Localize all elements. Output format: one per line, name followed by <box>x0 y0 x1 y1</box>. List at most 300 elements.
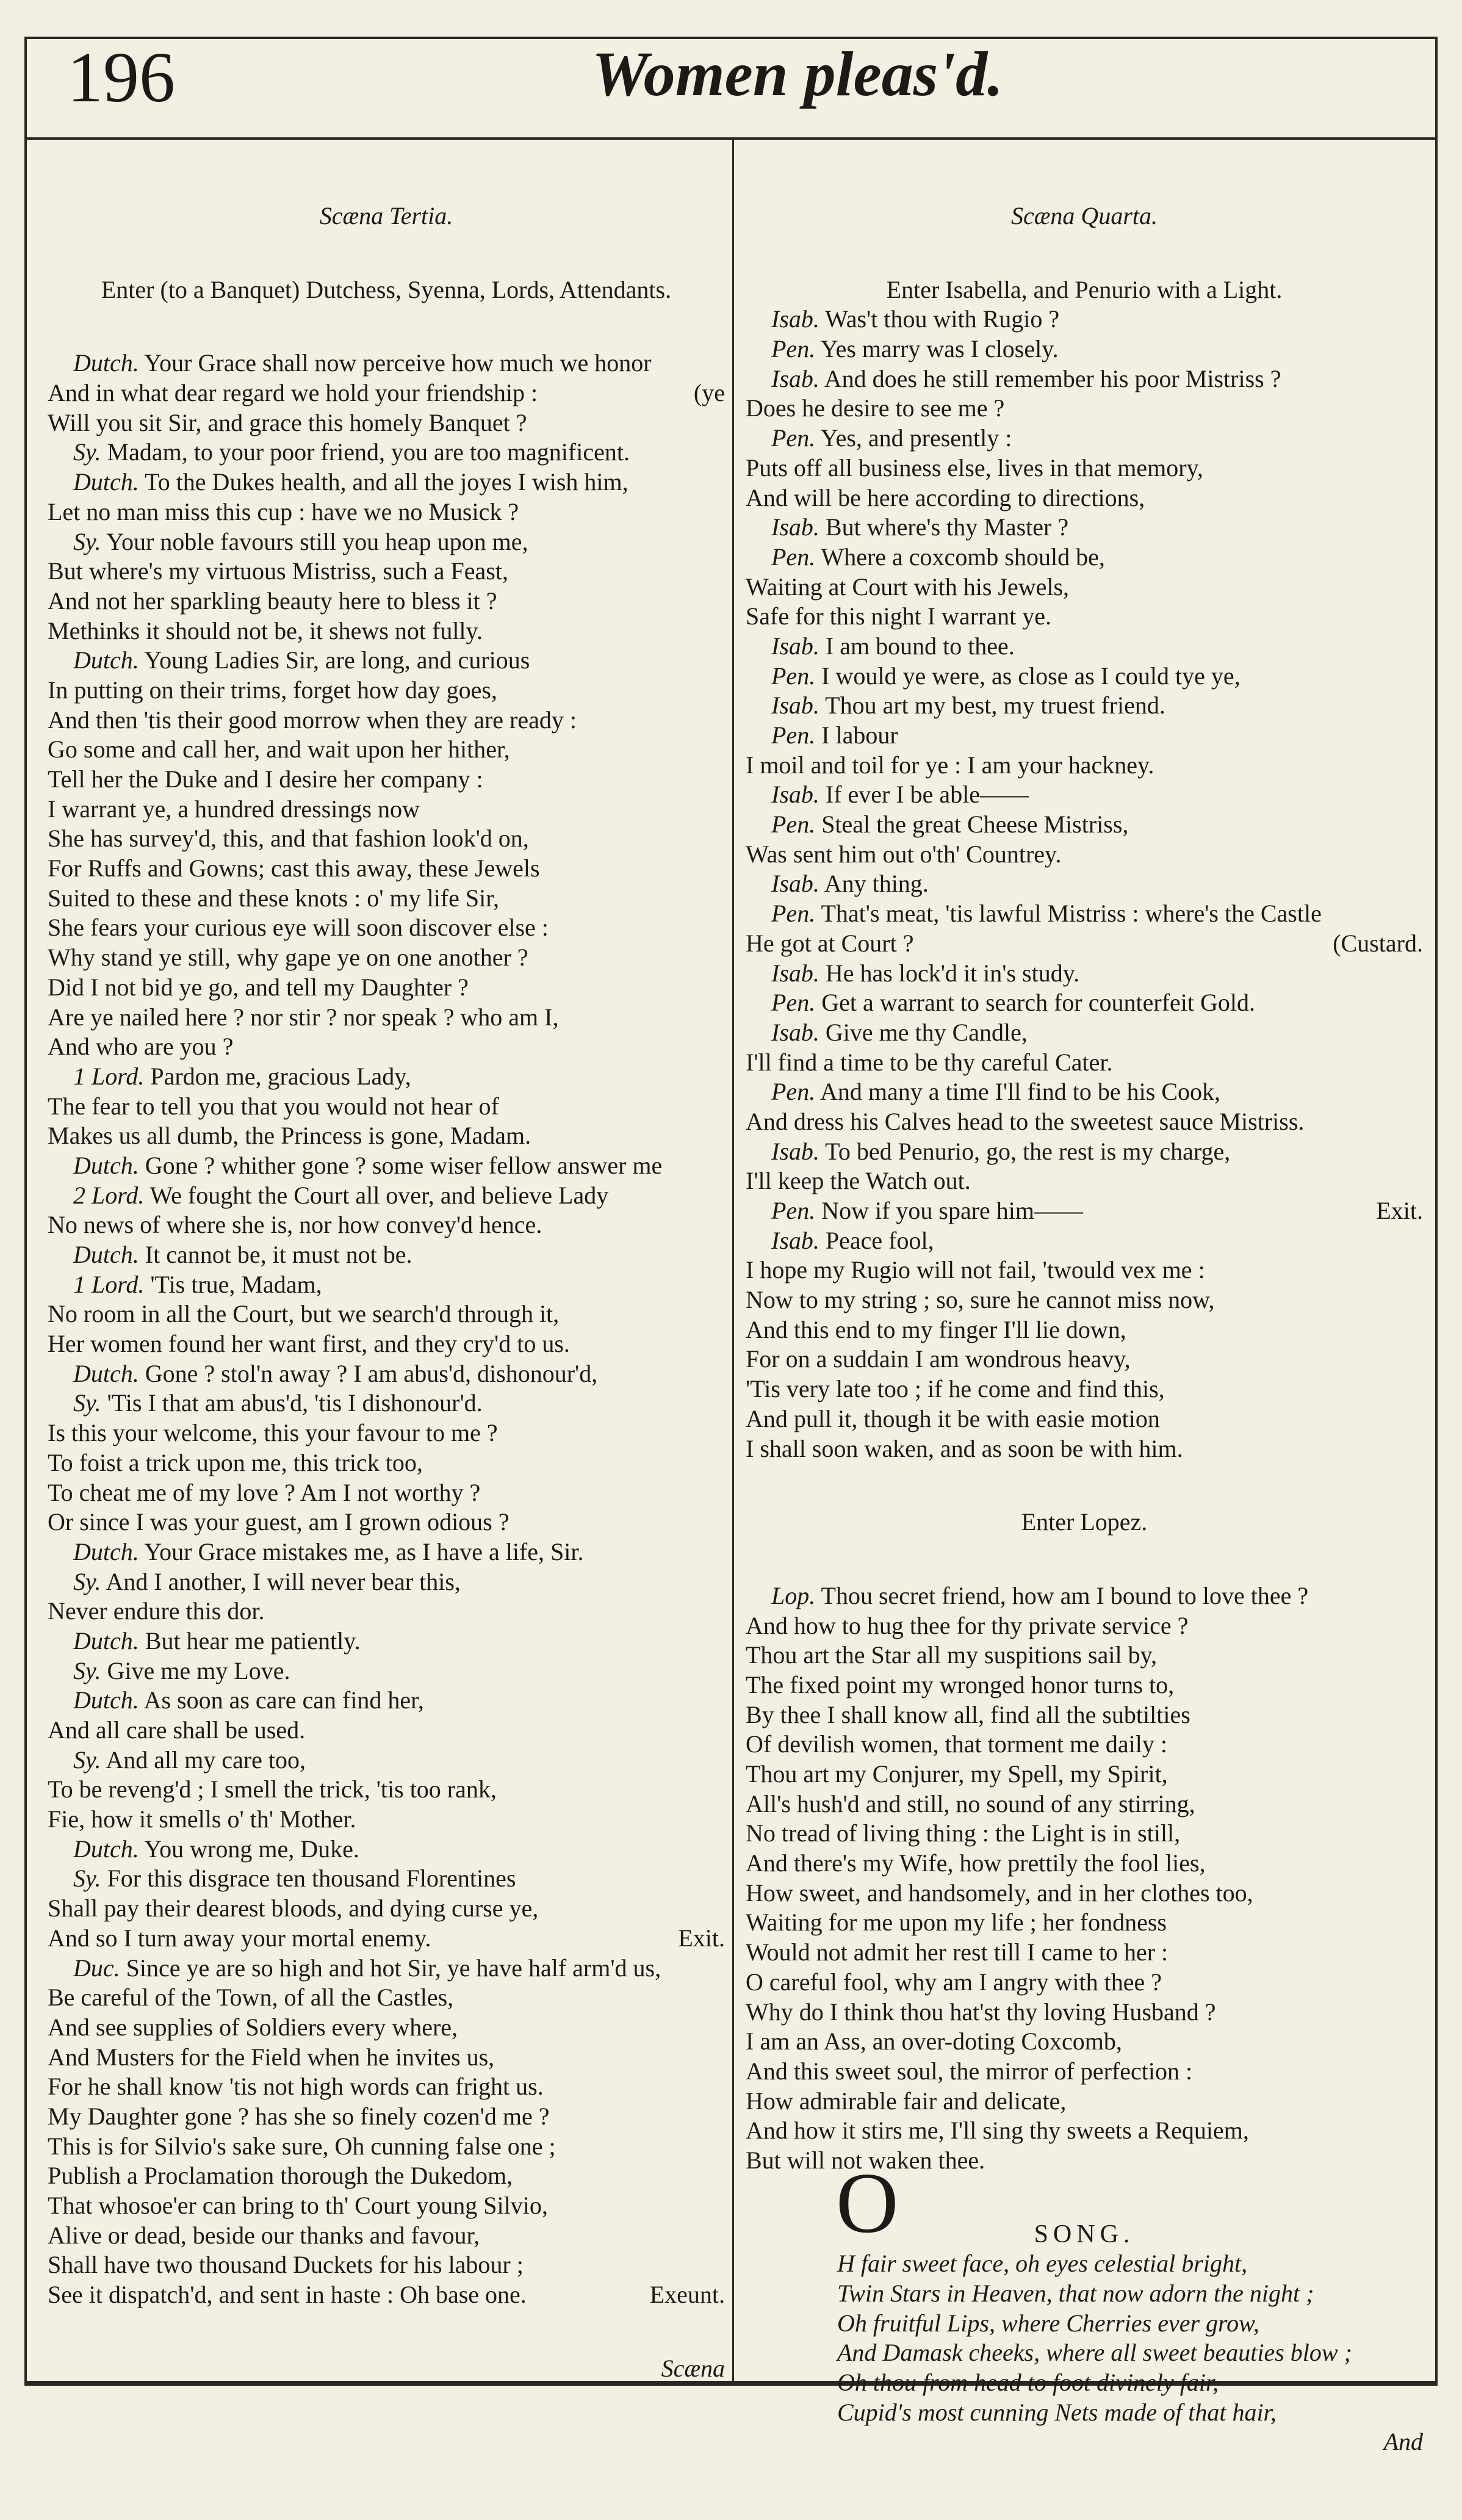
speaker-name: Pen. <box>771 900 816 928</box>
verse-line <box>746 929 1423 959</box>
verse-line <box>746 602 1423 632</box>
line-text: And see supplies of Soldiers every where, <box>48 2013 458 2041</box>
line-text: He has lock'd it in's study. <box>825 959 1080 987</box>
line-text: The fear to tell you that you would not hear of <box>48 1092 499 1120</box>
line-text: Yes, and presently : <box>820 424 1012 452</box>
speaker-name: Sy. <box>73 1656 101 1684</box>
speaker-name: Isab. <box>771 513 819 541</box>
verse-line <box>48 497 725 527</box>
verse-line <box>746 840 1423 870</box>
verse-line <box>746 869 1423 899</box>
verse-line <box>746 1819 1423 1849</box>
speaker-name: Isab. <box>771 781 819 809</box>
line-text: To bed Penurio, go, the rest is my charge, <box>825 1137 1231 1165</box>
song-line: Cupid's most cunning Nets made of that hair, <box>837 2398 1277 2426</box>
song-line: Oh fruitful Lips, where Cherries ever grow, <box>837 2309 1259 2337</box>
verse-line <box>746 1760 1423 1789</box>
line-text: And all my care too, <box>106 1746 306 1774</box>
line-text: Would not admit her rest till I came to her : <box>746 1938 1169 1966</box>
line-text: No room in all the Court, but we search'd through it, <box>48 1300 560 1328</box>
verse-line <box>48 795 725 825</box>
line-text: To cheat me of my love ? Am I not worthy ? <box>48 1478 481 1506</box>
spacer <box>746 1464 1423 1507</box>
line-text: And not her sparkling beauty here to bless it ? <box>48 587 497 615</box>
verse-line <box>746 2087 1423 2117</box>
line-text: I am bound to thee. <box>825 632 1015 660</box>
verse-line <box>746 1285 1423 1315</box>
verse-line <box>746 899 1423 929</box>
line-text: For Ruffs and Gowns; cast this away, these Jewels <box>48 854 540 883</box>
stage-direction: Enter (to a Banquet) Dutchess, Syenna, Lords, Attendants. <box>101 275 672 303</box>
verse-line <box>48 854 725 884</box>
line-text: Thou secret friend, how am I bound to love thee ? <box>821 1581 1309 1609</box>
verse-line <box>48 1656 725 1686</box>
verse-line <box>746 1789 1423 1819</box>
speaker-name: Dutch. <box>73 1626 139 1655</box>
left-column <box>48 157 725 2383</box>
line-text: And dress his Calves head to the sweetest sauce Mistriss. <box>746 1107 1305 1135</box>
line-text: In putting on their trims, forget how day goes, <box>48 676 497 704</box>
song-line: And Damask cheeks, where all sweet beauties blow ; <box>837 2339 1352 2367</box>
verse-line <box>48 1626 725 1656</box>
line-text: No tread of living thing : the Light is in still, <box>746 1819 1181 1847</box>
speaker-name: Sy. <box>73 1389 101 1417</box>
line-text: You wrong me, Duke. <box>144 1835 359 1863</box>
verse-line <box>48 1240 725 1270</box>
speaker-name: 1 Lord. <box>73 1270 145 1298</box>
verse-line <box>746 1166 1423 1196</box>
line-text: Give me my Love. <box>107 1656 290 1684</box>
scene-heading: Scæna Tertia. <box>319 202 453 229</box>
verse-line <box>48 587 725 616</box>
line-text: All's hush'd and still, no sound of any stirring, <box>746 1789 1195 1818</box>
right-column <box>746 157 1423 2457</box>
line-text: Pardon me, gracious Lady, <box>150 1062 411 1090</box>
verse-line <box>746 662 1423 691</box>
line-text: And pull it, though it be with easie motion <box>746 1404 1160 1432</box>
verse-line <box>48 408 725 438</box>
verse-line <box>746 483 1423 513</box>
line-text: Never endure this dor. <box>48 1597 265 1625</box>
verse-line <box>746 1196 1423 1226</box>
line-text: My Daughter gone ? has she so finely cozen'd me ? <box>48 2102 550 2130</box>
speaker-name: Lop. <box>771 1581 816 1609</box>
spacer <box>48 231 725 275</box>
verse-line <box>746 1879 1423 1908</box>
speaker-name: Sy. <box>73 1567 101 1595</box>
verse-line <box>48 1329 725 1359</box>
verse-line <box>48 1746 725 1775</box>
verse-line <box>746 1048 1423 1078</box>
verse-line <box>48 2102 725 2132</box>
verse-line <box>48 1686 725 1716</box>
verse-line <box>746 1968 1423 1998</box>
verse-line <box>48 2221 725 2251</box>
line-text: Suited to these and these knots : o' my life Sir, <box>48 884 499 912</box>
line-text: Young Ladies Sir, are long, and curious <box>144 646 530 674</box>
line-text: Your Grace shall now perceive how much we honor <box>144 349 652 377</box>
speaker-name: 1 Lord. <box>73 1062 145 1090</box>
speaker-name: Dutch. <box>73 468 139 496</box>
line-text: That's meat, 'tis lawful Mistriss : where's the Castle <box>821 900 1322 928</box>
line-text: She fears your curious eye will soon discover else : <box>48 914 549 942</box>
speaker-name: Isab. <box>771 1018 819 1046</box>
line-text: For this disgrace ten thousand Florentines <box>107 1865 516 1893</box>
verse-line <box>746 988 1423 1018</box>
line-text: And how it stirs me, I'll sing thy sweets a Requiem, <box>746 2117 1249 2145</box>
line-text: To foist a trick upon me, this trick too, <box>48 1448 423 1476</box>
line-text: I moil and toil for ye : I am your hackney. <box>746 751 1154 779</box>
line-text: But where's my virtuous Mistriss, such a Feast, <box>48 557 508 585</box>
line-text: And this sweet soul, the mirror of perfection : <box>746 2057 1193 2085</box>
verse-line <box>746 691 1423 721</box>
line-text: Safe for this night I warrant ye. <box>746 602 1051 630</box>
verse-line <box>48 2191 725 2221</box>
song-line: H fair sweet face, oh eyes celestial bright, <box>837 2250 1248 2278</box>
speaker-name: Dutch. <box>73 1537 139 1565</box>
line-text: I labour <box>821 721 898 749</box>
spacer <box>48 157 725 201</box>
speaker-name: Sy. <box>73 1865 101 1893</box>
verse-line <box>746 513 1423 543</box>
right-aligned-note: (ye <box>693 379 725 407</box>
line-text: He got at Court ? <box>746 929 914 957</box>
verse-line <box>48 2043 725 2073</box>
verse-line <box>48 1507 725 1537</box>
right-aligned-note: Exeunt. <box>649 2281 725 2309</box>
line-text: But hear me patiently. <box>145 1626 361 1655</box>
verse-line <box>48 706 725 735</box>
verse-line <box>48 1003 725 1033</box>
line-text: I'll find a time to be thy careful Cater. <box>746 1048 1113 1076</box>
song-line: Oh thou from head to foot divinely fair, <box>837 2369 1219 2397</box>
line-text: Was sent him out o'th' Countrey. <box>746 840 1062 868</box>
verse-line <box>48 1418 725 1448</box>
speaker-name: Dutch. <box>73 1686 139 1714</box>
line-text: Your noble favours still you heap upon me, <box>106 527 528 555</box>
verse-line <box>48 2280 725 2310</box>
verse-line <box>48 1805 725 1835</box>
line-text: Makes us all dumb, the Princess is gone, Madam. <box>48 1122 531 1150</box>
speaker-name: Sy. <box>73 438 101 466</box>
line-text: Thou art the Star all my suspitions sail by, <box>746 1641 1158 1669</box>
song-dropcap: O <box>836 2154 899 2251</box>
verse-line <box>746 1345 1423 1374</box>
column-divider <box>732 140 734 2383</box>
line-text: Why do I think thou hat'st thy loving Husband ? <box>746 1998 1216 2026</box>
line-text: And who are you ? <box>48 1033 234 1061</box>
verse-line <box>48 1597 725 1626</box>
speaker-name: Sy. <box>73 1746 101 1774</box>
verse-line <box>48 1121 725 1151</box>
line-text: And so I turn away your mortal enemy. <box>48 1924 431 1952</box>
verse-line <box>746 334 1423 364</box>
verse-line <box>746 453 1423 483</box>
header-rule <box>24 137 1438 140</box>
line-text: Fie, how it smells o' th' Mother. <box>48 1805 356 1833</box>
spacer <box>746 231 1423 275</box>
line-text: Give me thy Candle, <box>825 1018 1028 1046</box>
line-text: Your Grace mistakes me, as I have a life, Sir. <box>144 1537 584 1565</box>
verse-line <box>48 1359 725 1389</box>
verse-line <box>48 1388 725 1418</box>
line-text: I warrant ye, a hundred dressings now <box>48 795 420 823</box>
line-text: If ever I be able—— <box>825 781 1029 809</box>
verse-line <box>746 1137 1423 1167</box>
verse-line <box>48 1954 725 1984</box>
verse-line <box>48 2132 725 2162</box>
verse-line <box>48 913 725 943</box>
line-text: Publish a Proclamation thorough the Dukedom, <box>48 2162 513 2190</box>
line-text: Tell her the Duke and I desire her company : <box>48 765 483 793</box>
verse-line <box>746 1018 1423 1048</box>
verse-line <box>746 1700 1423 1730</box>
line-text: And there's my Wife, how prettily the fool lies, <box>746 1849 1206 1877</box>
speaker-name: Isab. <box>771 870 819 898</box>
line-text: Steal the great Cheese Mistriss, <box>821 811 1129 839</box>
verse-line <box>48 1092 725 1122</box>
line-text: We fought the Court all over, and believe Lady <box>149 1181 609 1209</box>
verse-line <box>746 1730 1423 1760</box>
line-text: I am an Ass, an over-doting Coxcomb, <box>746 2027 1122 2056</box>
line-text: Alive or dead, beside our thanks and favour, <box>48 2221 480 2249</box>
verse-line <box>746 2057 1423 2087</box>
speaker-name: Isab. <box>771 1137 819 1165</box>
line-text: Go some and call her, and wait upon her hither, <box>48 735 510 764</box>
line-text: And many a time I'll find to be his Cook, <box>819 1078 1220 1106</box>
verse-line <box>746 1077 1423 1107</box>
line-text: Her women found her want first, and they cry'd to us. <box>48 1330 570 1358</box>
spacer <box>746 157 1423 201</box>
verse-line <box>48 1270 725 1300</box>
scene-heading: Scæna Quarta. <box>1011 202 1158 229</box>
line-text: O careful fool, why am I angry with thee ? <box>746 1968 1162 1996</box>
speaker-name: Pen. <box>771 1197 816 1224</box>
line-text: 'Tis very late too ; if he come and find this, <box>746 1375 1165 1403</box>
verse-line <box>48 1210 725 1240</box>
line-text: Is this your welcome, this your favour to me ? <box>48 1419 498 1447</box>
speaker-name: Dutch. <box>73 1241 139 1268</box>
verse-line <box>746 572 1423 602</box>
verse-line <box>746 1641 1423 1670</box>
verse-line <box>746 1107 1423 1137</box>
verse-line <box>746 2027 1423 2057</box>
line-text: And all care shall be used. <box>48 1716 306 1744</box>
line-text: I shall soon waken, and as soon be with him. <box>746 1434 1183 1462</box>
line-text: As soon as care can find her, <box>143 1686 424 1714</box>
verse-line <box>746 959 1423 989</box>
line-text: Why stand ye still, why gape ye on one another ? <box>48 944 528 972</box>
verse-line <box>48 527 725 557</box>
speaker-name: Dutch. <box>73 1835 139 1863</box>
verse-line <box>746 305 1423 334</box>
verse-line <box>746 1670 1423 1700</box>
line-text: Any thing. <box>824 870 929 898</box>
spacer <box>48 305 725 348</box>
line-text: See it dispatch'd, and sent in haste : Oh base one. <box>48 2281 527 2309</box>
line-text: For he shall know 'tis not high words can fright us. <box>48 2073 544 2101</box>
line-text: Peace fool, <box>825 1226 934 1254</box>
line-text: How sweet, and handsomely, and in her clothes too, <box>746 1879 1253 1907</box>
spacer <box>48 2310 725 2354</box>
verse-line <box>746 1611 1423 1641</box>
verse-line <box>48 824 725 854</box>
speaker-name: Isab. <box>771 959 819 987</box>
speaker-name: Isab. <box>771 1226 819 1254</box>
verse-line <box>746 1998 1423 2027</box>
line-text: By thee I shall know all, find all the subtilties <box>746 1700 1190 1728</box>
line-text: Thou art my Conjurer, my Spell, my Spirit, <box>746 1760 1168 1788</box>
verse-line <box>48 1032 725 1062</box>
verse-line <box>48 378 725 408</box>
verse-line <box>48 1716 725 1746</box>
verse-line <box>746 1226 1423 1256</box>
verse-line <box>746 751 1423 781</box>
line-text: Gone ? stol'n away ? I am abus'd, dishonour'd, <box>145 1359 598 1387</box>
speaker-name: Dutch. <box>73 1359 139 1387</box>
verse-line <box>746 1581 1423 1611</box>
spacer <box>746 1537 1423 1581</box>
line-text: Gone ? whither gone ? some wiser fellow answer me <box>145 1151 663 1179</box>
line-text: Thou art my best, my truest friend. <box>825 691 1165 720</box>
verse-line <box>48 884 725 914</box>
line-text: And then 'tis their good morrow when they are ready : <box>48 706 577 734</box>
verse-line <box>48 1062 725 1092</box>
verse-line <box>746 810 1423 840</box>
line-text: To be reveng'd ; I smell the trick, 'tis too rank, <box>48 1775 497 1803</box>
verse-line <box>48 1478 725 1508</box>
line-text: Will you sit Sir, and grace this homely Banquet ? <box>48 408 527 436</box>
verse-line <box>746 1315 1423 1345</box>
line-text: Now to my string ; so, sure he cannot miss now, <box>746 1286 1215 1314</box>
line-text: 'Tis true, Madam, <box>150 1270 322 1298</box>
verse-line <box>48 1537 725 1567</box>
line-text: Shall pay their dearest bloods, and dying curse ye, <box>48 1894 539 1922</box>
verse-line <box>746 543 1423 572</box>
line-text: Where a coxcomb should be, <box>821 543 1105 571</box>
verse-line <box>48 1181 725 1211</box>
verse-line <box>48 438 725 468</box>
song-title: SONG. <box>1034 2220 1135 2248</box>
verse-line <box>48 468 725 497</box>
verse-line <box>48 1151 725 1181</box>
line-text: And how to hug thee for thy private service ? <box>746 1611 1189 1639</box>
verse-line <box>48 2013 725 2043</box>
line-text: Let no man miss this cup : have we no Musick ? <box>48 497 519 525</box>
catchword: Scæna <box>661 2354 725 2382</box>
speaker-name: Pen. <box>771 543 816 571</box>
verse-line <box>48 1567 725 1597</box>
line-text: Now if you spare him—— <box>821 1197 1084 1224</box>
catchword: And <box>1383 2428 1423 2456</box>
line-text: And I another, I will never bear this, <box>106 1567 461 1595</box>
line-text: No news of where she is, nor how convey'd hence. <box>48 1211 542 1239</box>
line-text: Waiting at Court with his Jewels, <box>746 572 1070 601</box>
speaker-name: Dutch. <box>73 646 139 674</box>
verse-line <box>48 1864 725 1894</box>
line-text: This is for Silvio's sake sure, Oh cunning false one ; <box>48 2132 556 2160</box>
speaker-name: Pen. <box>771 811 816 839</box>
speaker-name: Pen. <box>771 424 816 452</box>
line-text: And in what dear regard we hold your friendship : <box>48 379 538 407</box>
speaker-name: Isab. <box>771 305 819 333</box>
verse-line <box>48 1448 725 1478</box>
line-text: It cannot be, it must not be. <box>145 1241 412 1268</box>
line-text: And will be here according to directions, <box>746 483 1145 511</box>
line-text: The fixed point my wronged honor turns to, <box>746 1670 1175 1699</box>
speaker-name: Pen. <box>771 335 816 363</box>
line-text: But where's thy Master ? <box>825 513 1069 541</box>
speaker-name: Isab. <box>771 691 819 720</box>
verse-line <box>746 1255 1423 1285</box>
verse-line <box>746 1374 1423 1404</box>
stage-direction: Enter Isabella, and Penurio with a Light. <box>886 275 1283 303</box>
line-text: That whosoe'er can bring to th' Court young Silvio, <box>48 2192 548 2219</box>
right-aligned-note: Exit. <box>678 1924 725 1952</box>
verse-line <box>48 1775 725 1805</box>
verse-line <box>48 1924 725 1954</box>
verse-line <box>746 632 1423 662</box>
verse-line <box>746 1938 1423 1968</box>
line-text: To the Dukes health, and all the joyes I wish him, <box>145 468 628 496</box>
line-text: How admirable fair and delicate, <box>746 2087 1067 2115</box>
line-text: And this end to my finger I'll lie down, <box>746 1315 1126 1343</box>
line-text: Did I not bid ye go, and tell my Daughter ? <box>48 973 469 1001</box>
speaker-name: Duc. <box>73 1954 120 1982</box>
line-text: 'Tis I that am abus'd, 'tis I dishonour'd. <box>107 1389 483 1417</box>
line-text: Or since I was your guest, am I grown odious ? <box>48 1508 510 1536</box>
verse-line <box>48 943 725 973</box>
page-number: 196 <box>67 37 175 117</box>
right-aligned-note: (Custard. <box>1333 929 1423 957</box>
line-text: I'll keep the Watch out. <box>746 1167 971 1195</box>
speaker-name: Pen. <box>771 721 816 749</box>
verse-line <box>746 1908 1423 1938</box>
running-title: Women pleas'd. <box>592 39 1004 109</box>
verse-line <box>48 1835 725 1865</box>
verse-line <box>746 1434 1423 1464</box>
speaker-name: Pen. <box>771 662 816 690</box>
line-text: I would ye were, as close as I could tye ye, <box>821 662 1241 690</box>
verse-line <box>48 1894 725 1924</box>
line-text: Methinks it should not be, it shews not fully. <box>48 616 483 644</box>
verse-line <box>746 2116 1423 2146</box>
line-text: Shall have two thousand Duckets for his labour ; <box>48 2251 524 2279</box>
speaker-name: 2 Lord. <box>73 1181 145 1209</box>
verse-line <box>48 973 725 1003</box>
verse-line <box>48 676 725 706</box>
line-text: Does he desire to see me ? <box>746 394 1005 422</box>
right-aligned-note: Exit. <box>1376 1197 1423 1224</box>
line-text: She has survey'd, this, and that fashion look'd on, <box>48 825 529 853</box>
line-text: Since ye are so high and hot Sir, ye have half arm'd us, <box>126 1954 661 1982</box>
line-text: And Musters for the Field when he invites us, <box>48 2043 495 2071</box>
verse-line <box>746 721 1423 751</box>
speaker-name: Dutch. <box>73 1151 139 1179</box>
verse-line <box>746 424 1423 453</box>
verse-line <box>48 765 725 795</box>
line-text: Waiting for me upon my life ; her fondness <box>746 1908 1167 1937</box>
line-text: Of devilish women, that torment me daily : <box>746 1730 1167 1758</box>
line-text: Get a warrant to search for counterfeit Gold. <box>821 989 1255 1017</box>
verse-line <box>48 348 725 378</box>
verse-line <box>48 2072 725 2102</box>
line-text: Puts off all business else, lives in that memory, <box>746 453 1203 482</box>
verse-line <box>48 1299 725 1329</box>
song-line: Twin Stars in Heaven, that now adorn the night ; <box>837 2280 1314 2307</box>
verse-line <box>746 364 1423 394</box>
speaker-name: Pen. <box>771 1078 816 1106</box>
